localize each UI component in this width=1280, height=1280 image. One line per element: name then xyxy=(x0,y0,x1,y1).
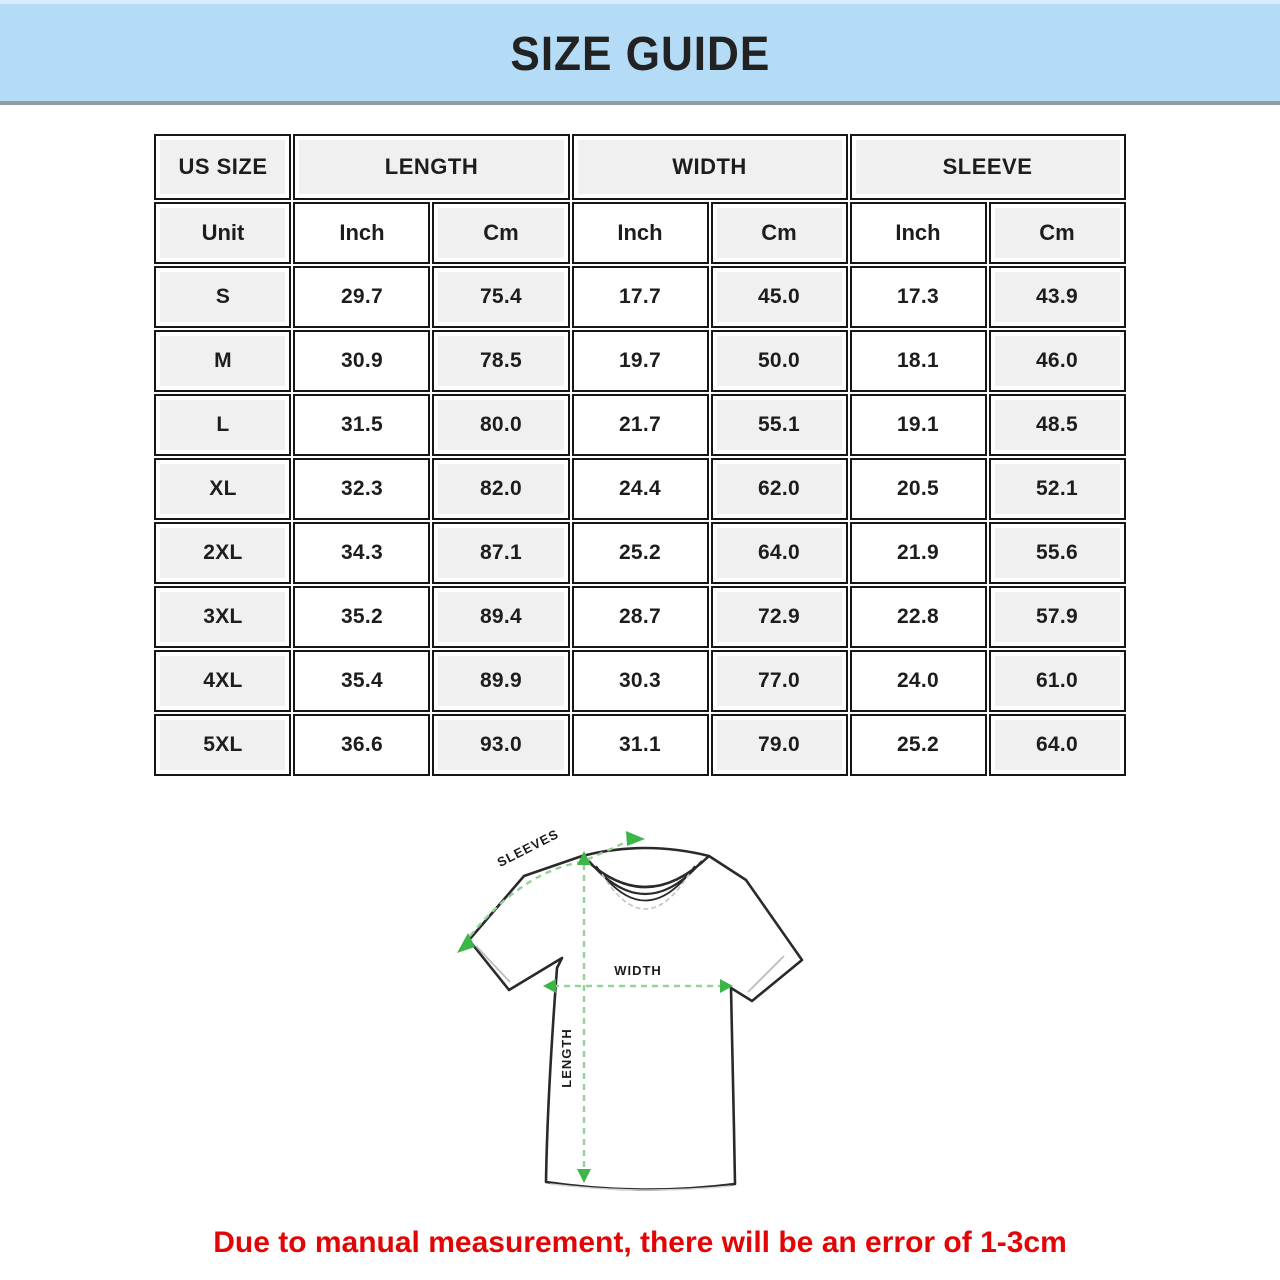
size-label-cell: 2XL xyxy=(154,522,291,584)
measurement-cell: 21.9 xyxy=(850,522,987,584)
size-label-cell: 4XL xyxy=(154,650,291,712)
measurement-cell: 21.7 xyxy=(572,394,709,456)
table-row xyxy=(154,266,1125,328)
measurement-cell: 30.3 xyxy=(572,650,709,712)
unit-cm-cell: Cm xyxy=(711,202,848,264)
size-label-cell: XL xyxy=(154,458,291,520)
size-label-cell: S xyxy=(154,266,291,328)
measurement-cell: 64.0 xyxy=(711,522,848,584)
size-label-cell: 5XL xyxy=(154,714,291,776)
measurement-cell: 57.9 xyxy=(989,586,1126,648)
tshirt-diagram xyxy=(440,818,840,1202)
measurement-cell: 43.9 xyxy=(989,266,1126,328)
unit-label-cell: Unit xyxy=(154,202,291,264)
measurement-cell: 24.0 xyxy=(850,650,987,712)
sleeve-header-cell: SLEEVE xyxy=(850,134,1126,200)
unit-cm-cell: Cm xyxy=(432,202,569,264)
measurement-cell: 72.9 xyxy=(711,586,848,648)
measurement-cell: 24.4 xyxy=(572,458,709,520)
measurement-cell: 36.6 xyxy=(293,714,430,776)
measurement-cell: 89.4 xyxy=(432,586,569,648)
measurement-cell: 32.3 xyxy=(293,458,430,520)
measurement-cell: 52.1 xyxy=(989,458,1126,520)
measurement-cell: 82.0 xyxy=(432,458,569,520)
measurement-cell: 93.0 xyxy=(432,714,569,776)
group-header-row xyxy=(154,134,1125,200)
measurement-cell: 18.1 xyxy=(850,330,987,392)
table-row xyxy=(154,586,1125,648)
size-label-cell: L xyxy=(154,394,291,456)
measurement-cell: 87.1 xyxy=(432,522,569,584)
unit-row xyxy=(154,202,1125,264)
measurement-cell: 61.0 xyxy=(989,650,1126,712)
table-row xyxy=(154,394,1125,456)
measurement-cell: 17.3 xyxy=(850,266,987,328)
table-row xyxy=(154,650,1125,712)
unit-cm-cell: Cm xyxy=(989,202,1126,264)
size-label-cell: M xyxy=(154,330,291,392)
measurement-cell: 45.0 xyxy=(711,266,848,328)
length-header-cell: LENGTH xyxy=(293,134,569,200)
measurement-cell: 29.7 xyxy=(293,266,430,328)
size-label-cell: 3XL xyxy=(154,586,291,648)
measurement-cell: 78.5 xyxy=(432,330,569,392)
measurement-cell: 46.0 xyxy=(989,330,1126,392)
measurement-cell: 31.5 xyxy=(293,394,430,456)
measurement-cell: 77.0 xyxy=(711,650,848,712)
table-row xyxy=(154,458,1125,520)
width-header-cell: WIDTH xyxy=(572,134,848,200)
measurement-cell: 25.2 xyxy=(572,522,709,584)
measurement-cell: 55.6 xyxy=(989,522,1126,584)
measurement-cell: 79.0 xyxy=(711,714,848,776)
unit-inch-cell: Inch xyxy=(572,202,709,264)
measurement-cell: 34.3 xyxy=(293,522,430,584)
measurement-cell: 55.1 xyxy=(711,394,848,456)
unit-inch-cell: Inch xyxy=(293,202,430,264)
measurement-cell: 19.7 xyxy=(572,330,709,392)
measurement-cell: 89.9 xyxy=(432,650,569,712)
table-row xyxy=(154,522,1125,584)
measurement-cell: 50.0 xyxy=(711,330,848,392)
measurement-cell: 35.2 xyxy=(293,586,430,648)
measurement-cell: 20.5 xyxy=(850,458,987,520)
measurement-cell: 30.9 xyxy=(293,330,430,392)
measurement-cell: 19.1 xyxy=(850,394,987,456)
measurement-cell: 80.0 xyxy=(432,394,569,456)
measurement-cell: 35.4 xyxy=(293,650,430,712)
measurement-cell: 31.1 xyxy=(572,714,709,776)
measurement-cell: 62.0 xyxy=(711,458,848,520)
measurement-cell: 28.7 xyxy=(572,586,709,648)
page-title: SIZE GUIDE xyxy=(510,25,770,80)
table-row xyxy=(154,330,1125,392)
sleeves-label: SLEEVES xyxy=(494,826,562,870)
us-size-header-cell: US SIZE xyxy=(154,134,291,200)
measurement-cell: 22.8 xyxy=(850,586,987,648)
width-label: WIDTH xyxy=(614,963,662,978)
length-label: LENGTH xyxy=(559,1028,574,1088)
measurement-cell: 48.5 xyxy=(989,394,1126,456)
measurement-note: Due to manual measurement, there will be an error of 1-3cm xyxy=(213,1226,1067,1259)
measurement-cell: 25.2 xyxy=(850,714,987,776)
table-row xyxy=(154,714,1125,776)
measurement-cell: 75.4 xyxy=(432,266,569,328)
unit-inch-cell: Inch xyxy=(850,202,987,264)
measurement-cell: 17.7 xyxy=(572,266,709,328)
measurement-cell: 64.0 xyxy=(989,714,1126,776)
title-banner xyxy=(0,0,1280,105)
size-table xyxy=(152,132,1127,778)
